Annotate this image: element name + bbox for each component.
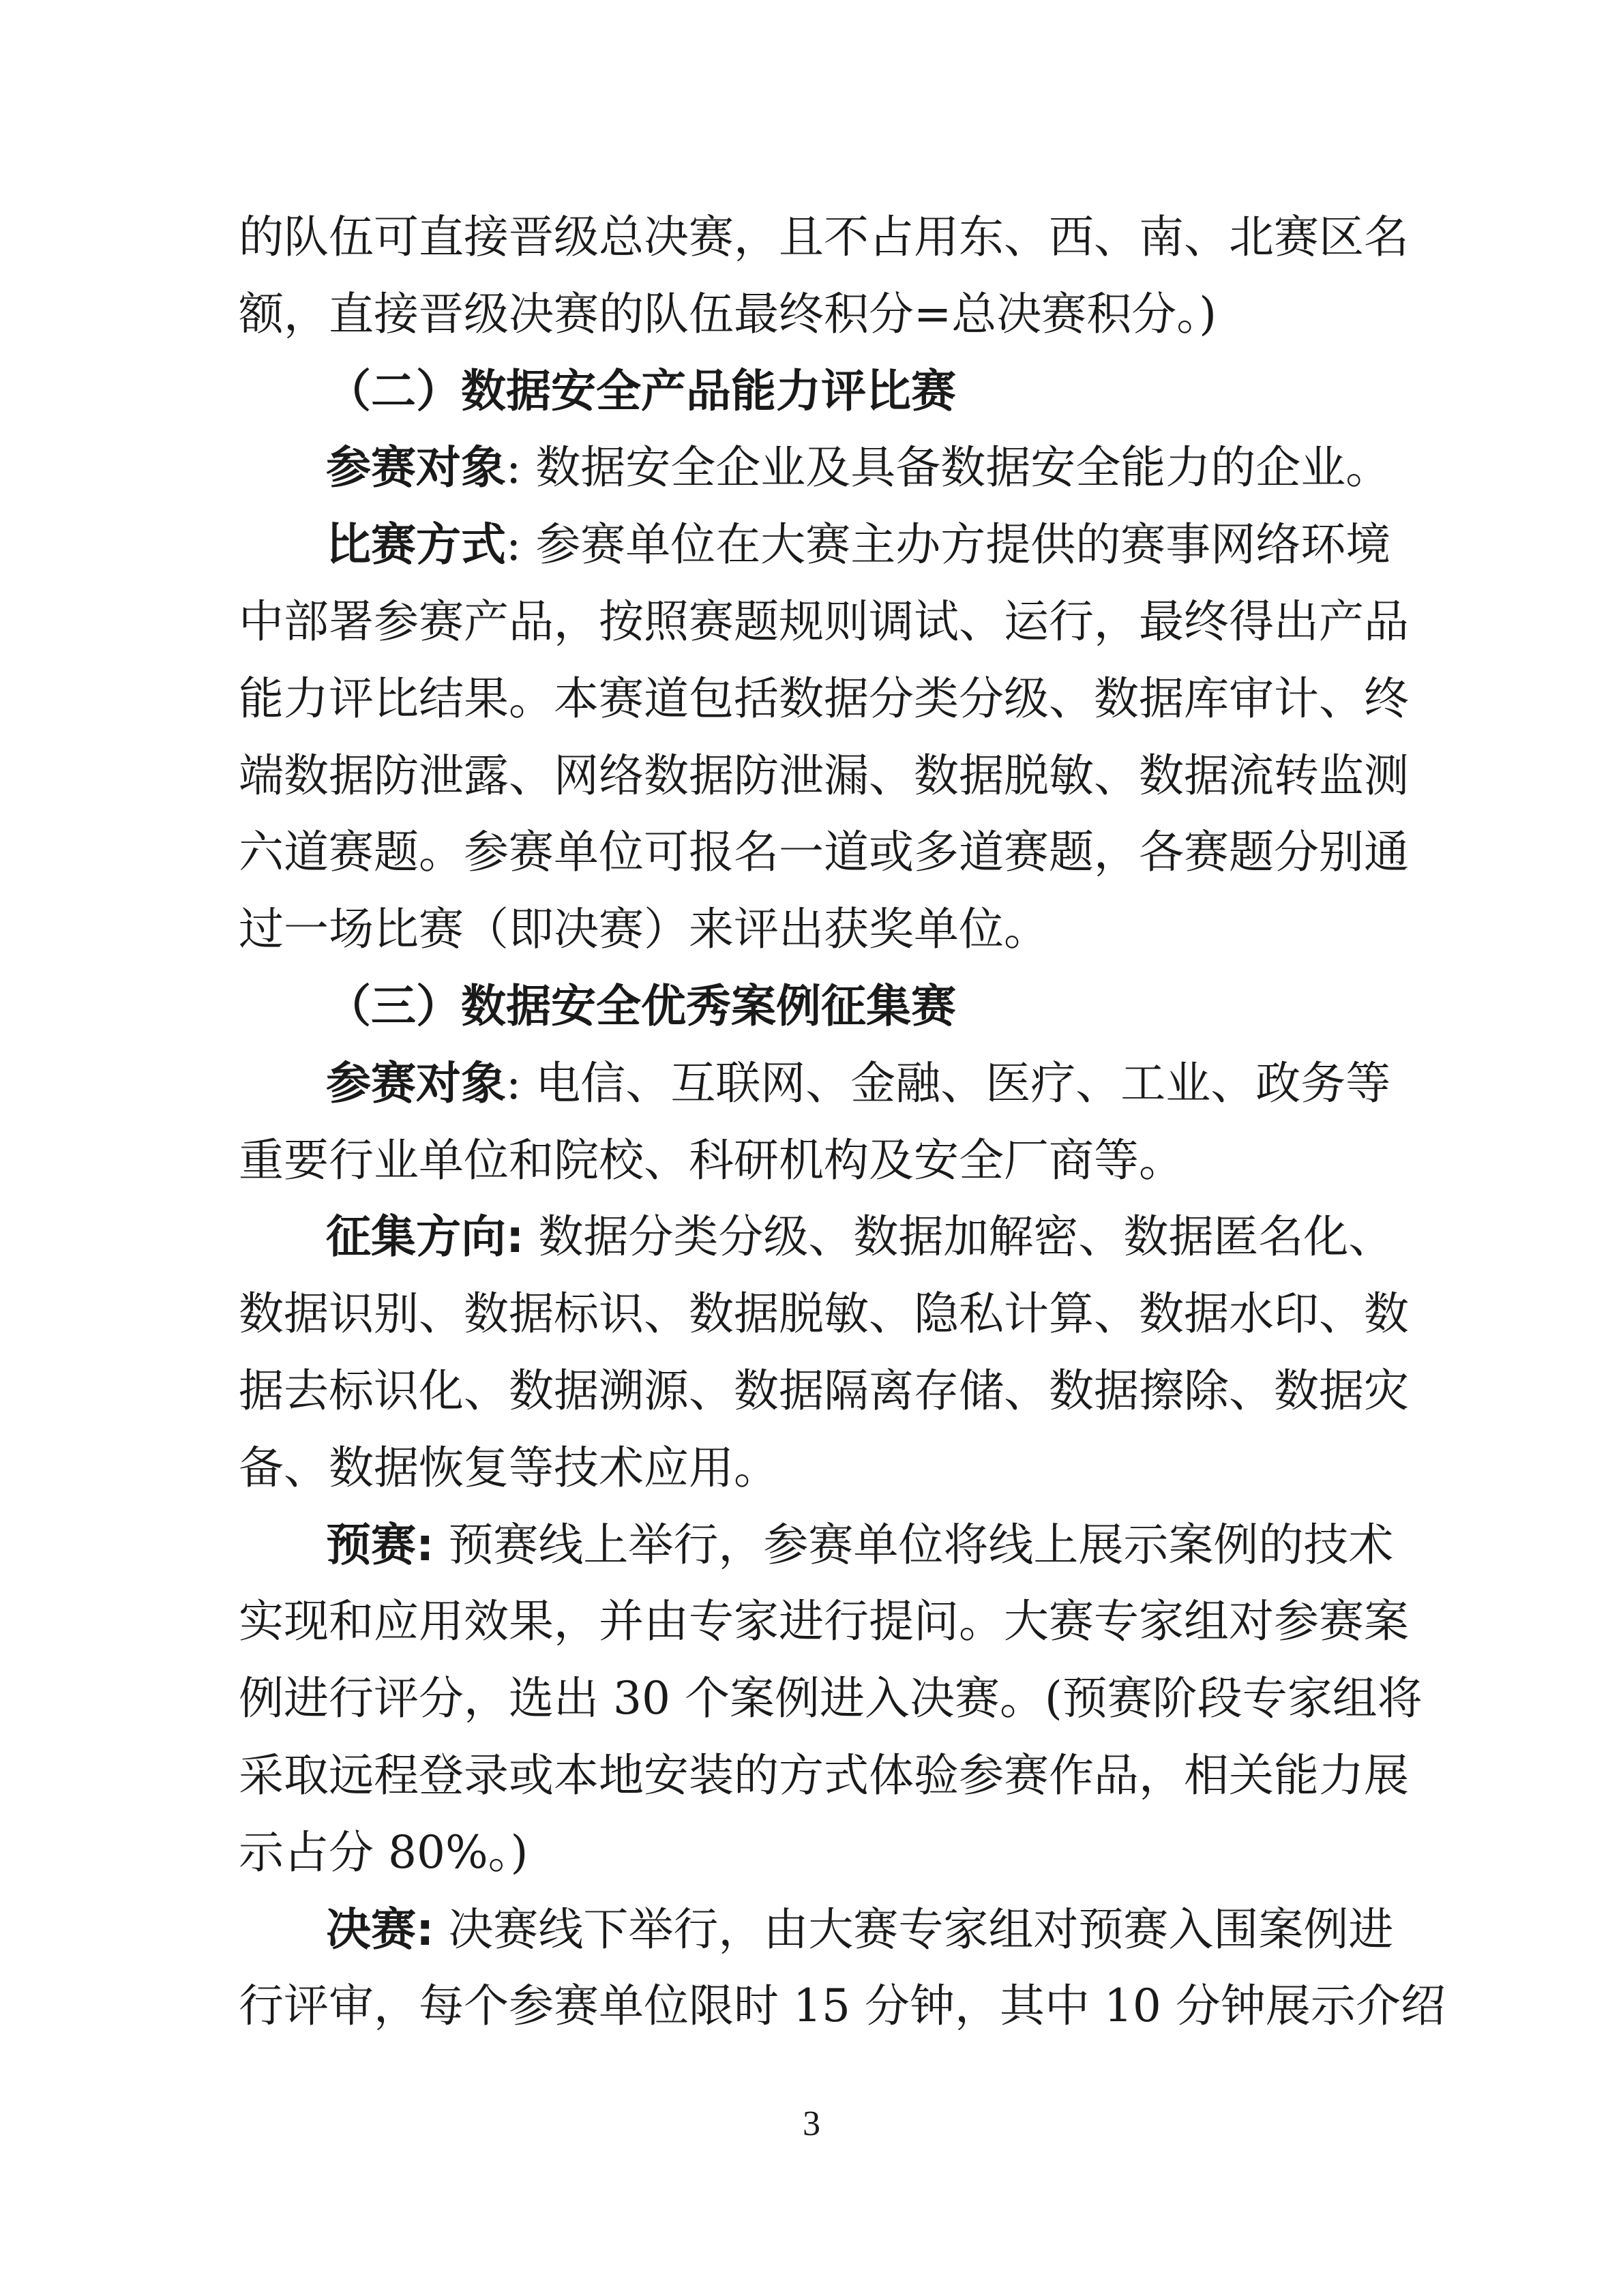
paragraph-text: 决赛线下举行，由大赛专家组对预赛入围案例进 <box>434 1903 1394 1956</box>
text-line: 的队伍可直接晋级总决赛，且不占用东、西、南、北赛区名 <box>239 211 1409 263</box>
paragraph-first-line <box>326 518 1391 572</box>
text-line: 采取远程登录或本地安装的方式体验参赛作品，相关能力展 <box>239 1749 1409 1802</box>
paragraph-first-line <box>326 1903 1394 1957</box>
section-heading <box>326 364 956 419</box>
text-line: 重要行业单位和院校、科研机构及安全厂商等。 <box>239 1133 1184 1187</box>
paragraph-text: : 电信、互联网、金融、医疗、工业、政务等 <box>506 1056 1391 1109</box>
text-line: 据去标识化、数据溯源、数据隔离存储、数据擦除、数据灾 <box>239 1365 1409 1417</box>
text-line: 过一场比赛（即决赛）来评出获奖单位。 <box>239 903 1049 956</box>
paragraph-text: : 参赛单位在大赛主办方提供的赛事网络环境 <box>506 518 1391 571</box>
paragraph-lead-term: 参赛对象 <box>326 441 506 494</box>
text-line: 中部署参赛产品，按照赛题规则调试、运行，最终得出产品 <box>239 595 1409 648</box>
section-heading <box>326 979 956 1034</box>
text-line: 数据识别、数据标识、数据脱敏、隐私计算、数据水印、数 <box>239 1287 1409 1341</box>
text-line: 实现和应用效果，并由专家进行提问。大赛专家组对参赛案 <box>239 1595 1409 1648</box>
paragraph-lead-term: 征集方向: <box>326 1210 524 1264</box>
paragraph-first-line <box>326 1056 1391 1111</box>
text-line: 端数据防泄露、网络数据防泄漏、数据脱敏、数据流转监测 <box>239 749 1409 802</box>
text-line: 备、数据恢复等技术应用。 <box>239 1441 779 1494</box>
section-heading-text: （二）数据安全产品能力评比赛 <box>326 364 956 417</box>
text-line: 六道赛题。参赛单位可报名一道或多道赛题，各赛题分别通 <box>239 826 1409 879</box>
paragraph-text: 数据分类分级、数据加解密、数据匿名化、 <box>524 1210 1394 1264</box>
paragraph-first-line <box>326 441 1391 495</box>
text-line: 例进行评分，选出 30 个案例进入决赛。(预赛阶段专家组将 <box>239 1672 1423 1725</box>
text-line: 行评审，每个参赛单位限时 15 分钟，其中 10 分钟展示介绍 <box>239 1980 1446 2033</box>
text-line: 示占分 80%。) <box>239 1825 528 1879</box>
paragraph-text: : 数据安全企业及具备数据安全能力的企业。 <box>506 441 1391 494</box>
paragraph-lead-term: 预赛: <box>326 1518 434 1571</box>
paragraph-lead-term: 参赛对象 <box>326 1056 506 1109</box>
text-line: 额，直接晋级决赛的队伍最终积分=总决赛积分。) <box>239 287 1217 340</box>
paragraph-first-line <box>326 1518 1394 1572</box>
paragraph-lead-term: 比赛方式 <box>326 518 506 571</box>
page-number: 3 <box>803 2104 820 2143</box>
paragraph-lead-term: 决赛: <box>326 1903 434 1956</box>
paragraph-first-line <box>326 1210 1394 1264</box>
section-heading-text: （三）数据安全优秀案例征集赛 <box>326 980 956 1032</box>
text-line: 能力评比结果。本赛道包括数据分类分级、数据库审计、终 <box>239 672 1409 725</box>
paragraph-text: 预赛线上举行，参赛单位将线上展示案例的技术 <box>434 1518 1394 1571</box>
